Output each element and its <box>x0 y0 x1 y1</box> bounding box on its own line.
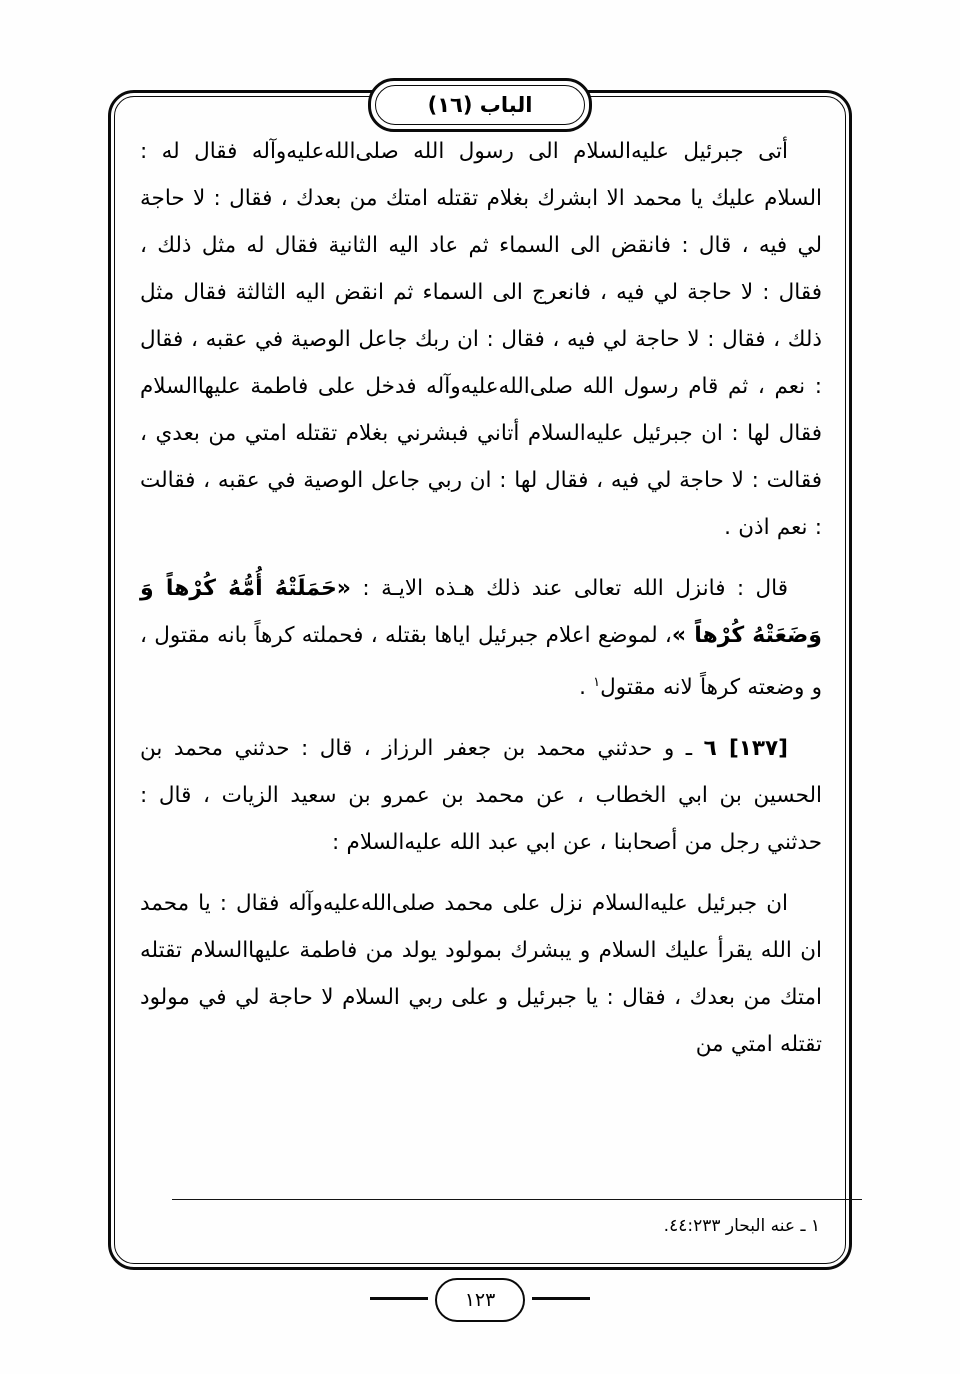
page-number: ١٢٣ <box>464 1289 496 1311</box>
hadith-chain-text: ـ و حدثني محمد بن جعفر الرزاز ، قال : حدثني محمد بن الحسين بن ابي الخطاب ، عن محمد بن عمرو بن سعيد الزيات ، قال : حدثني رجل من أصحابنا ، عن ابي عبد الله عليه‌السلام : <box>140 736 822 856</box>
verse-lead-in: قال : فانزل الله تعالى عند ذلك هـذه الايـة : <box>351 576 789 601</box>
page-number-connector-right <box>532 1297 590 1300</box>
verse-commentary: ، لموضع اعلام جبرئيل اياها بقتله ، فحملته كرهاً بانه مقتول ، و وضعته كرهاً لانه مقتول <box>140 623 822 701</box>
quran-verse-text: «حَمَلَتْهُ أُمُّهُ كُرْهاً وَ وَضَعَتْهُ كُرْهاً » <box>140 576 822 648</box>
paragraph-hadith-137 <box>140 725 822 866</box>
footnote-marker-1: ١ <box>593 675 601 690</box>
hadith-number: [١٣٧] ٦ <box>703 736 788 762</box>
footnote-text: ١ ـ عنه البحار ٤٤:٢٣٣. <box>663 1216 820 1236</box>
verse-commentary-end: . <box>579 675 594 701</box>
page-number-badge <box>435 1278 525 1322</box>
paragraph-quran-verse <box>140 565 822 711</box>
footnote-separator <box>172 1199 862 1200</box>
paragraph-narration-2: ان جبرئيل عليه‌السلام نزل على محمد صلى‌الله‌عليه‌وآله فقال : يا محمد ان الله يقرأ عليك السلام و يبشرك بمولود يولد من فاطمة عليها‌السلام تقتله امتك من بعدك ، فقال : يا جبرئيل و على ربي السلام لا حاجة لي في مولود تقتله امتي من <box>140 891 822 1058</box>
page-number-connector-left <box>370 1297 428 1300</box>
page-text-body <box>140 128 822 1176</box>
chapter-title: الباب (١٦) <box>427 93 533 117</box>
paragraph-narration-1: أتى جبرئيل عليه‌السلام الى رسول الله صلى‌الله‌عليه‌وآله فقال له : السلام عليك يا محمد الا ابشرك بغلام تقتله امتك من بعدك ، فقال : لا حاجة لي فيه ، قال : فانقض الى السماء ثم عاد اليه الثانية فقال له مثل ذلك ، فقال : لا حاجة لي فيه ، فانعرج الى السماء ثم انقض اليه الثالثة فقال مثل ذلك ، فقال : لا حاجة لي فيه ، فقال : ان ربك جاعل الوصية في عقبه ، فقال : نعم ، ثم قام رسول الله صلى‌الله‌عليه‌وآله فدخل على فاطمة عليها‌السلام فقال لها : ان جبرئيل عليه‌السلام أتاني فبشرني بغلام تقتله امتي من بعدي ، فقالت : لا حاجة لي فيه ، فقال لها : ان ربي جاعل الوصية في عقبه ، فقالت : نعم اذن . <box>140 139 822 540</box>
chapter-header-badge <box>368 78 592 132</box>
